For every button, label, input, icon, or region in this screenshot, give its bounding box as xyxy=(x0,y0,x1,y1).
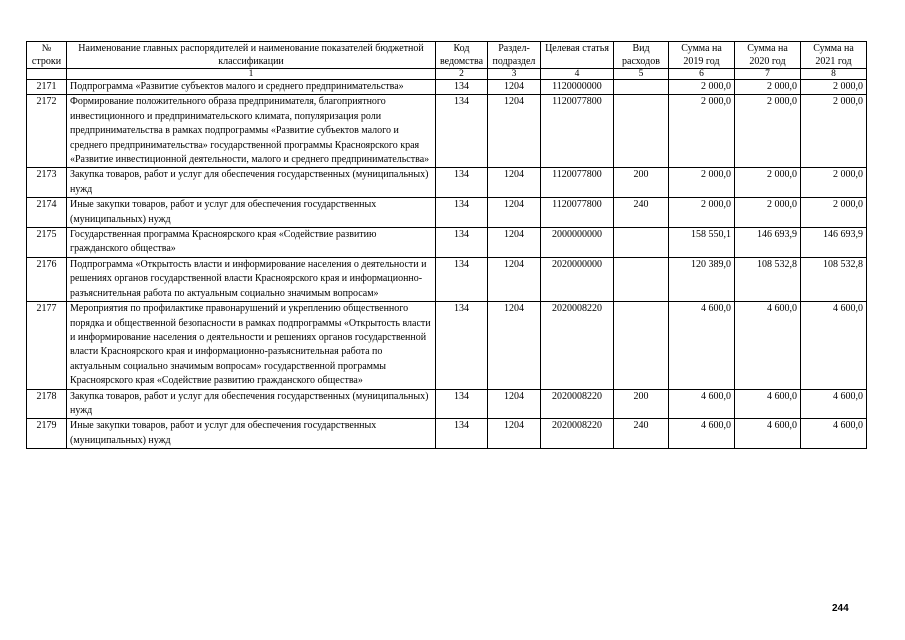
header-vid: Вид расходов xyxy=(614,42,669,69)
row-name: Мероприятия по профилактике правонарушений и укреплению общественного порядка и общественной безопасности в рамках подпрограммы «Открытость власти и информирование населения о деятельности и решениях органов государственной власти Красноярского края и информационно-разъяснительная работа по актуальным социально значимым вопросам» государственной программы Красноярского края «Содействие развитию гражданского общества» xyxy=(67,302,436,389)
row-number: 2178 xyxy=(27,389,67,419)
row-sum-2021: 2 000,0 xyxy=(801,95,867,168)
row-vedomstvo: 134 xyxy=(436,257,488,301)
row-sum-2020: 108 532,8 xyxy=(735,257,801,301)
row-vedomstvo: 134 xyxy=(436,198,488,228)
column-number: 5 xyxy=(614,69,669,80)
row-vid: 240 xyxy=(614,198,669,228)
row-razdel: 1204 xyxy=(488,302,541,389)
column-number-empty xyxy=(27,69,67,80)
row-sum-2020: 2 000,0 xyxy=(735,95,801,168)
row-vedomstvo: 134 xyxy=(436,80,488,95)
column-number: 2 xyxy=(436,69,488,80)
row-sum-2021: 4 600,0 xyxy=(801,389,867,419)
row-sum-2019: 120 389,0 xyxy=(669,257,735,301)
budget-table xyxy=(26,41,867,449)
row-name: Государственная программа Красноярского края «Содействие развитию гражданского общества» xyxy=(67,228,436,258)
row-sum-2021: 108 532,8 xyxy=(801,257,867,301)
row-sum-2019: 4 600,0 xyxy=(669,302,735,389)
row-sum-2020: 2 000,0 xyxy=(735,198,801,228)
row-name: Иные закупки товаров, работ и услуг для обеспечения государственных (муниципальных) нужд xyxy=(67,419,436,449)
row-statya: 1120077800 xyxy=(541,198,614,228)
row-sum-2020: 2 000,0 xyxy=(735,80,801,95)
row-vid xyxy=(614,228,669,258)
table-row xyxy=(27,95,867,168)
row-vid: 240 xyxy=(614,419,669,449)
table-row xyxy=(27,228,867,258)
row-razdel: 1204 xyxy=(488,389,541,419)
row-statya: 2020008220 xyxy=(541,419,614,449)
row-name: Подпрограмма «Открытость власти и информирование населения о деятельности и решениях органов государственной власти Красноярского края и информационно-разъяснительная работа по актуальным социально значимым вопросам» xyxy=(67,257,436,301)
row-vedomstvo: 134 xyxy=(436,419,488,449)
row-number: 2176 xyxy=(27,257,67,301)
row-number: 2173 xyxy=(27,168,67,198)
column-number: 4 xyxy=(541,69,614,80)
row-number: 2179 xyxy=(27,419,67,449)
row-sum-2020: 4 600,0 xyxy=(735,419,801,449)
row-vedomstvo: 134 xyxy=(436,389,488,419)
row-vid xyxy=(614,95,669,168)
row-vid: 200 xyxy=(614,389,669,419)
row-sum-2019: 2 000,0 xyxy=(669,198,735,228)
row-vedomstvo: 134 xyxy=(436,95,488,168)
row-sum-2019: 4 600,0 xyxy=(669,419,735,449)
row-statya: 2000000000 xyxy=(541,228,614,258)
header-sum-2020: Сумма на 2020 год xyxy=(735,42,801,69)
row-sum-2021: 4 600,0 xyxy=(801,419,867,449)
row-name: Подпрограмма «Развитие субъектов малого и среднего предпринимательства» xyxy=(67,80,436,95)
row-sum-2019: 2 000,0 xyxy=(669,168,735,198)
header-vedomstvo: Код ведомства xyxy=(436,42,488,69)
row-sum-2021: 4 600,0 xyxy=(801,302,867,389)
row-statya: 2020008220 xyxy=(541,302,614,389)
row-name: Закупка товаров, работ и услуг для обеспечения государственных (муниципальных) нужд xyxy=(67,389,436,419)
row-sum-2021: 146 693,9 xyxy=(801,228,867,258)
row-vedomstvo: 134 xyxy=(436,168,488,198)
column-number: 7 xyxy=(735,69,801,80)
row-statya: 1120077800 xyxy=(541,168,614,198)
header-razdel: Раздел-подраздел xyxy=(488,42,541,69)
row-razdel: 1204 xyxy=(488,168,541,198)
row-vedomstvo: 134 xyxy=(436,228,488,258)
row-statya: 1120077800 xyxy=(541,95,614,168)
header-name: Наименование главных распорядителей и наименование показателей бюджетной классификации xyxy=(67,42,436,69)
page-number: 244 xyxy=(832,603,849,614)
table-row xyxy=(27,257,867,301)
row-razdel: 1204 xyxy=(488,80,541,95)
column-number: 1 xyxy=(67,69,436,80)
row-razdel: 1204 xyxy=(488,419,541,449)
row-number: 2175 xyxy=(27,228,67,258)
table-row xyxy=(27,419,867,449)
row-number: 2172 xyxy=(27,95,67,168)
row-name: Иные закупки товаров, работ и услуг для обеспечения государственных (муниципальных) нужд xyxy=(67,198,436,228)
header-row xyxy=(27,42,867,69)
row-sum-2020: 4 600,0 xyxy=(735,302,801,389)
row-razdel: 1204 xyxy=(488,95,541,168)
row-vid: 200 xyxy=(614,168,669,198)
column-number: 6 xyxy=(669,69,735,80)
row-statya: 2020008220 xyxy=(541,389,614,419)
table-row xyxy=(27,302,867,389)
row-sum-2020: 4 600,0 xyxy=(735,389,801,419)
column-number: 8 xyxy=(801,69,867,80)
row-statya: 1120000000 xyxy=(541,80,614,95)
row-sum-2019: 158 550,1 xyxy=(669,228,735,258)
row-name: Формирование положительного образа предпринимателя, благоприятного инвестиционного и предпринимательского климата, популяризация роли предпринимательства в рамках подпрограммы «Развитие субъектов малого и среднего предпринимательства» государственной программы Красноярского края «Развитие инвестиционной деятельности, малого и среднего предпринимательства» xyxy=(67,95,436,168)
row-name: Закупка товаров, работ и услуг для обеспечения государственных (муниципальных) нужд xyxy=(67,168,436,198)
table-row xyxy=(27,80,867,95)
header-sum-2021: Сумма на 2021 год xyxy=(801,42,867,69)
table-row xyxy=(27,389,867,419)
row-vid xyxy=(614,302,669,389)
row-sum-2020: 146 693,9 xyxy=(735,228,801,258)
row-vid xyxy=(614,80,669,95)
column-number: 3 xyxy=(488,69,541,80)
row-sum-2019: 2 000,0 xyxy=(669,80,735,95)
header-row-no: № строки xyxy=(27,42,67,69)
row-razdel: 1204 xyxy=(488,198,541,228)
row-vid xyxy=(614,257,669,301)
row-sum-2019: 4 600,0 xyxy=(669,389,735,419)
table-row xyxy=(27,168,867,198)
row-razdel: 1204 xyxy=(488,257,541,301)
row-number: 2171 xyxy=(27,80,67,95)
row-sum-2021: 2 000,0 xyxy=(801,168,867,198)
table-row xyxy=(27,198,867,228)
header-statya: Целевая статья xyxy=(541,42,614,69)
row-sum-2019: 2 000,0 xyxy=(669,95,735,168)
row-vedomstvo: 134 xyxy=(436,302,488,389)
row-number: 2174 xyxy=(27,198,67,228)
row-sum-2021: 2 000,0 xyxy=(801,80,867,95)
row-sum-2021: 2 000,0 xyxy=(801,198,867,228)
column-number-row xyxy=(27,69,867,80)
header-sum-2019: Сумма на 2019 год xyxy=(669,42,735,69)
row-razdel: 1204 xyxy=(488,228,541,258)
row-sum-2020: 2 000,0 xyxy=(735,168,801,198)
row-statya: 2020000000 xyxy=(541,257,614,301)
row-number: 2177 xyxy=(27,302,67,389)
